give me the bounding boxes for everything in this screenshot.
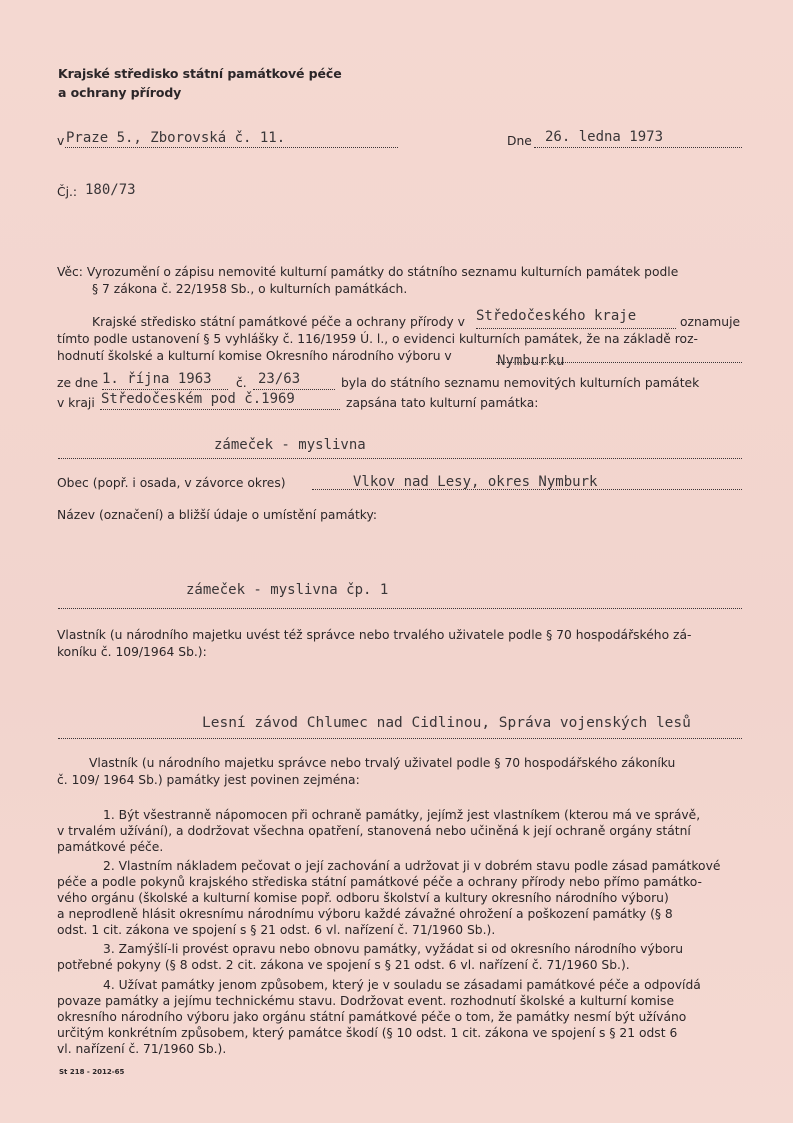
duties-intro-line-1: Vlastník (u národního majetku správce nebo trvalý uživatel podle § 70 hospodářského zákoníku	[89, 756, 676, 770]
owner-dotted-line	[58, 738, 742, 739]
duty-1-line-1: 1. Být všestranně nápomocen při ochraně památky, jejímž jest vlastníkem (kterou má ve správě,	[103, 808, 701, 822]
monument-dotted-line	[58, 458, 742, 459]
region-value: Středočeského kraje	[476, 308, 637, 324]
place-value: Praze 5., Zborovská č. 11.	[66, 130, 286, 146]
date-label: Dne	[507, 134, 532, 148]
decision-date-dotted-line	[102, 389, 228, 390]
subject-line-1: Věc: Vyrozumění o zápisu nemovité kulturní památky do státního seznamu kulturních památek podle	[57, 265, 679, 279]
duty-2-line-4: a neprodleně hlásit okresnímu národnímu výboru každé závažné ohrožení a poškození památky (§ 8	[57, 907, 673, 921]
intro-line-5a: v kraji	[57, 396, 95, 410]
district-value: Nymburku	[497, 353, 565, 369]
intro-line-5b: zapsána tato kulturní památka:	[346, 396, 539, 410]
duty-2-line-5: odst. 1 cit. zákona ve spojení s § 21 odst. 6 vl. nařízení č. 71/1960 Sb.).	[57, 923, 496, 937]
duty-2-line-2: péče a podle pokynů krajského střediska státní památkové péče a ochrany přírody nebo přímo památko-	[57, 875, 702, 889]
owner-label-line-2: koníku č. 109/1964 Sb.):	[57, 645, 207, 659]
owner-label-line-1: Vlastník (u národního majetku uvést též správce nebo trvalého uživatele podle § 70 hospodářského zá-	[57, 628, 692, 642]
duty-4-line-3: okresního národního výboru jako orgánu státní památkové péče o tom, že památky nesmí být užíváno	[57, 1010, 687, 1024]
duty-2-line-3: vého orgánu (školské a kulturní komise popř. odboru školství a kultury okresního národního výboru)	[57, 891, 669, 905]
place-dotted-line	[65, 147, 398, 148]
intro-line-4c: byla do státního seznamu nemovitých kulturních památek	[341, 376, 700, 390]
duty-3-line-1: 3. Zamýšlí-li provést opravu nebo obnovu památky, vyžádat si od okresního národního výboru	[103, 942, 683, 956]
reference-value: 180/73	[85, 182, 136, 198]
owner-value: Lesní závod Chlumec nad Cidlinou, Správa vojenských lesů	[202, 715, 691, 731]
decision-date-value: 1. října 1963	[102, 371, 212, 387]
duty-3-line-2: potřebné pokyny (§ 8 odst. 2 cit. zákona ve spojení s § 21 odst. 6 vl. nařízení č. 71/1960 Sb.).	[57, 958, 630, 972]
intro-line-4a: ze dne	[57, 376, 99, 390]
subject-line-2: § 7 zákona č. 22/1958 Sb., o kulturních památkách.	[92, 282, 408, 296]
registry-dotted-line	[100, 409, 340, 410]
intro-line-1b: oznamuje	[680, 315, 741, 329]
duties-intro-line-2: č. 109/ 1964 Sb.) památky jest povinen zejména:	[57, 773, 360, 787]
duty-1-line-3: památkové péče.	[57, 840, 164, 854]
monument-name: zámeček - myslivna	[214, 437, 366, 453]
reference-label: Čj.:	[57, 185, 78, 199]
issuer-line-1: Krajské středisko státní památkové péče	[58, 66, 342, 81]
duty-4-line-4: určitým konkrétním způsobem, který památce škodí (§ 10 odst. 1 cit. zákona ve spojení s § 21 odst 6	[57, 1026, 678, 1040]
region-dotted-line	[476, 328, 676, 329]
duty-4-line-2: povaze památky a jejímu technickému stavu. Dodržovat event. rozhodnutí školské a kulturní komise	[57, 994, 675, 1008]
duty-4-line-5: vl. nařízení č. 71/1960 Sb.).	[57, 1042, 227, 1056]
designation-label: Název (označení) a bližší údaje o umístění památky:	[57, 508, 378, 522]
issuer-line-2: a ochrany přírody	[58, 85, 182, 100]
decision-number-dotted-line	[253, 389, 335, 390]
intro-line-4b: č.	[236, 376, 247, 390]
duty-4-line-1: 4. Užívat památky jenom způsobem, který je v souladu se zásadami památkové péče a odpovídá	[103, 978, 701, 992]
intro-line-1a: Krajské středisko státní památkové péče a ochrany přírody v	[92, 315, 465, 329]
designation-dotted-line	[58, 608, 742, 609]
decision-number-value: 23/63	[258, 371, 301, 387]
place-prefix: v	[57, 134, 65, 148]
date-value: 26. ledna 1973	[545, 129, 664, 145]
duty-2-line-1: 2. Vlastním nákladem pečovat o její zachování a udržovat ji v dobrém stavu podle zásad památkové	[103, 859, 721, 873]
municipality-label: Obec (popř. i osada, v závorce okres)	[57, 476, 286, 490]
date-dotted-line	[534, 147, 742, 148]
registry-value: Středočeském pod č.1969	[101, 391, 295, 407]
designation-value: zámeček - myslivna čp. 1	[186, 582, 389, 598]
intro-line-2: tímto podle ustanovení § 5 vyhlášky č. 116/1959 Ú. l., o evidenci kulturních památek, že na základě roz-	[57, 332, 698, 346]
form-code: St 218 - 2012-65	[59, 1068, 125, 1076]
municipality-value: Vlkov nad Lesy, okres Nymburk	[353, 474, 598, 490]
intro-line-3a: hodnutí školské a kulturní komise Okresního národního výboru v	[57, 349, 452, 363]
duty-1-line-2: v trvalém užívání), a dodržovat všechna opatření, stanovená nebo učiněná k její ochraně orgány státní	[57, 824, 691, 838]
